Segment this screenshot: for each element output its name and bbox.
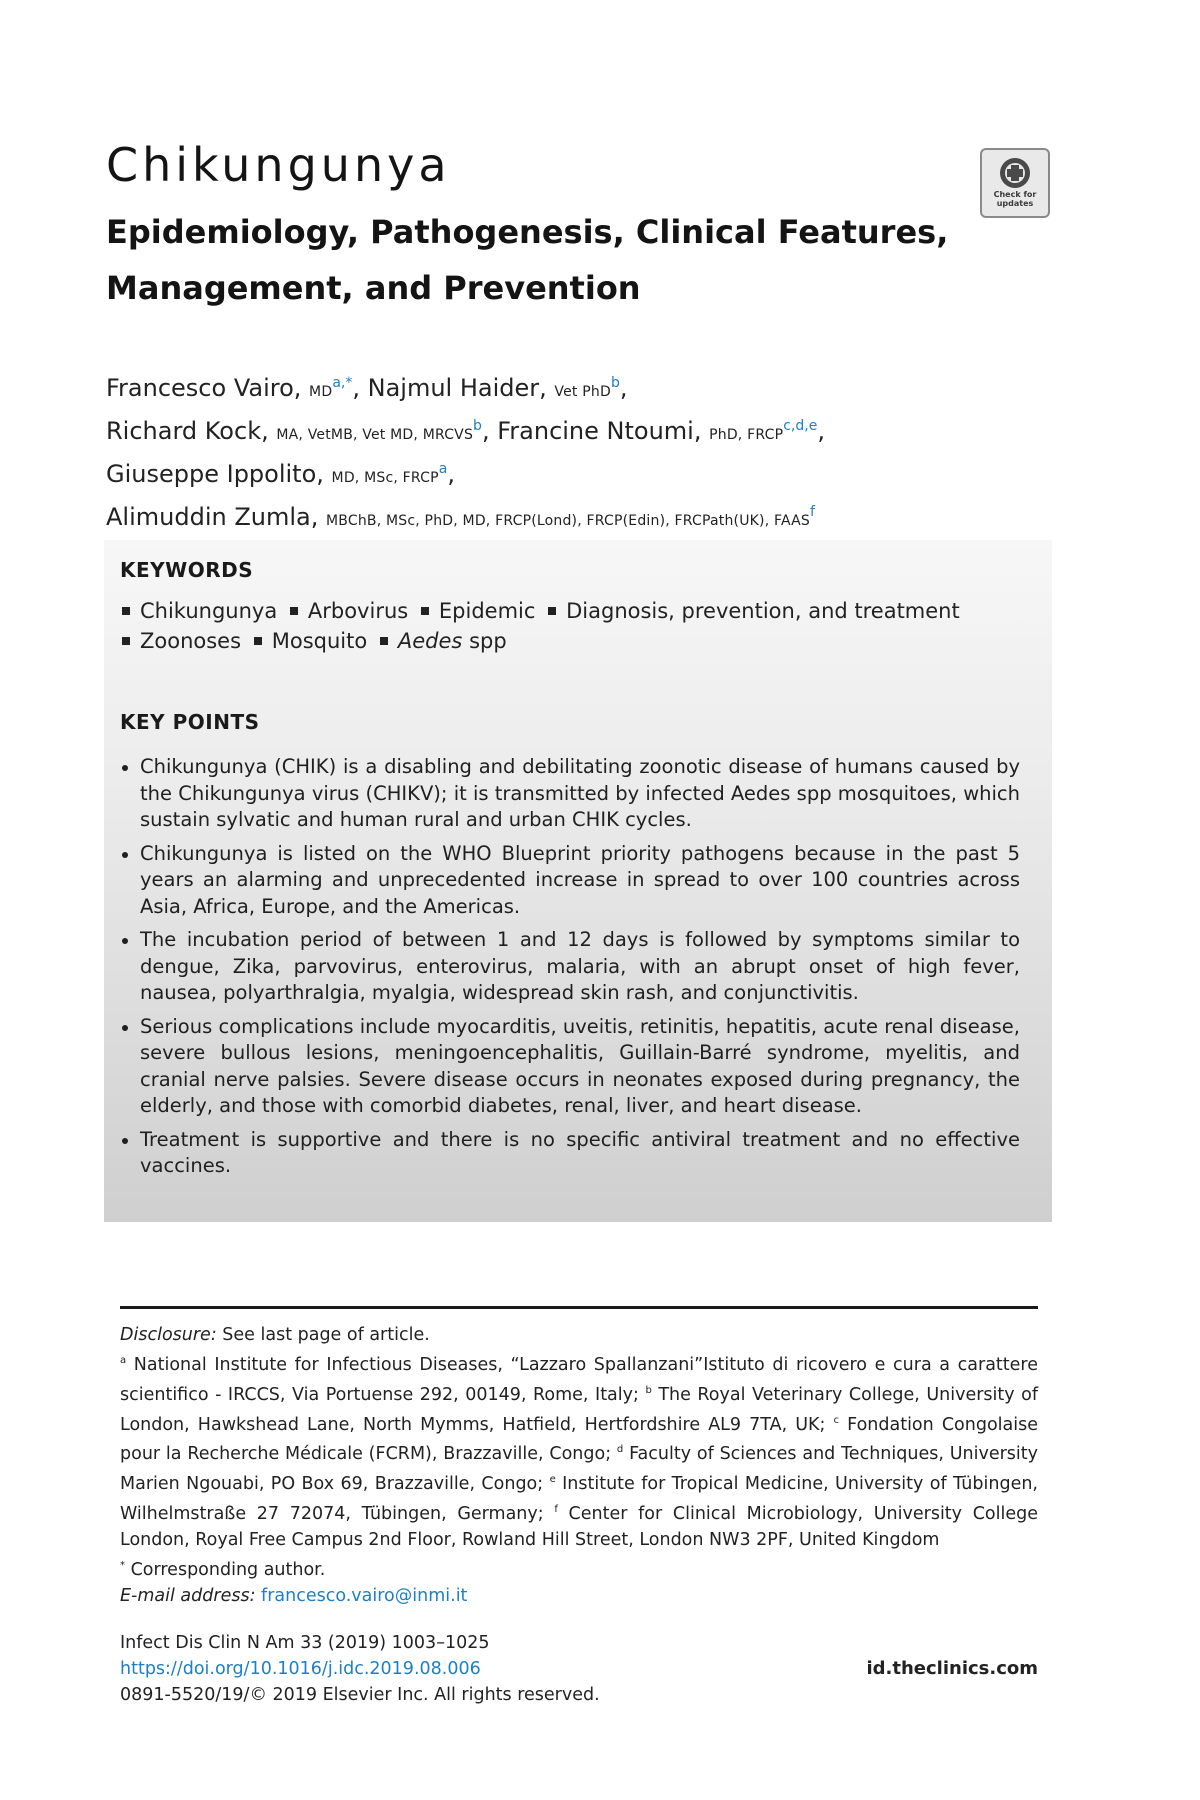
bullet-dot-icon — [122, 852, 128, 858]
square-bullet-icon — [548, 607, 556, 615]
affiliation-mark: e — [549, 1474, 556, 1486]
affiliation-mark: a — [120, 1355, 127, 1366]
journal-citation: Infect Dis Clin N Am 33 (2019) 1003–1025 — [120, 1633, 490, 1653]
author-separator: , — [817, 417, 825, 445]
key-point — [120, 754, 1020, 834]
author-name: Francesco Vairo, — [106, 374, 302, 402]
email-link[interactable]: francesco.vairo@inmi.it — [261, 1585, 468, 1606]
key-point — [120, 1127, 1020, 1180]
author-name: Richard Kock, — [106, 417, 269, 445]
author-degrees: MD — [309, 384, 333, 400]
author-degrees: MD, MSc, FRCP — [331, 470, 439, 486]
affiliation-mark: c — [833, 1414, 840, 1426]
square-bullet-icon — [380, 637, 388, 645]
corresponding-text: Corresponding author. — [125, 1559, 326, 1580]
doi-link[interactable]: https://doi.org/10.1016/j.idc.2019.08.006 — [120, 1659, 481, 1679]
key-point-text: Chikungunya (CHIK) is a disabling and debilitating zoonotic disease of humans caused by the Chikungunya virus (CHIKV); it is transmitted by infected Aedes spp mosquitoes, which sustain sylvatic and human rural and urban CHIK cycles. — [140, 755, 1020, 831]
disclosure-label: Disclosure: — [120, 1325, 217, 1345]
keywords-line — [120, 596, 1040, 626]
keywords-line — [120, 626, 1040, 656]
affiliations-note — [120, 1348, 1038, 1553]
footnotes — [120, 1322, 1038, 1609]
author-name: Francine Ntoumi, — [497, 417, 702, 445]
keyword: Arbovirus — [307, 599, 409, 623]
affiliation-mark: d — [616, 1444, 624, 1456]
article-subtitle: Epidemiology, Pathogenesis, Clinical Features, Management, and Prevention — [106, 213, 949, 307]
square-bullet-icon — [254, 637, 262, 645]
affiliation-text: Center for Clinical Microbiology, University College London, Royal Free Campus 2nd Floor, Rowland Hill Street, London NW3 2PF, United Kingdom — [120, 1503, 1039, 1550]
disclosure-note — [120, 1322, 1038, 1348]
keywords-heading: KEYWORDS — [120, 558, 254, 582]
email-note — [120, 1583, 1038, 1609]
author-name: Najmul Haider, — [367, 374, 547, 402]
bullet-dot-icon — [122, 1138, 128, 1144]
author-line — [106, 495, 1006, 538]
keyword: Zoonoses — [140, 629, 242, 653]
email-label: E-mail address: — [120, 1585, 256, 1606]
key-point — [120, 927, 1020, 1007]
key-point — [120, 841, 1020, 921]
author-affiliation-mark[interactable]: a,* — [332, 375, 353, 391]
crossmark-badge[interactable] — [980, 148, 1050, 218]
author-degrees: PhD, FRCP — [709, 427, 784, 443]
affiliation-mark: f — [554, 1504, 558, 1516]
author-separator: , — [447, 460, 456, 488]
crossmark-icon — [994, 156, 1036, 190]
key-point-text: Chikungunya is listed on the WHO Blueprint priority pathogens because in the past 5 years an alarming and unprecedented increase in spread to over 100 countries across Asia, Africa, Europe, and the Americas. — [140, 841, 1020, 918]
author-affiliation-mark[interactable]: f — [810, 504, 815, 520]
author-degrees: MBChB, MSc, PhD, MD, FRCP(Lond), FRCP(Edin), FRCPath(UK), FAAS — [326, 513, 810, 529]
keywords-keypoints-box — [104, 540, 1052, 1222]
author-separator: , — [619, 374, 628, 402]
affiliation-mark: b — [645, 1384, 652, 1396]
affiliation-text: Faculty of Sciences and Techniques, University Marien Ngouabi, PO Box 69, Brazzaville, Congo; — [120, 1444, 1038, 1495]
keyword-suffix: spp — [469, 629, 507, 653]
disclosure-text: See last page of article. — [216, 1325, 430, 1345]
keyword: Chikungunya — [140, 599, 278, 623]
journal-website-link[interactable]: id.theclinics.com — [866, 1658, 1038, 1679]
copyright-line: 0891-5520/19/© 2019 Elsevier Inc. All rights reserved. — [120, 1685, 600, 1705]
author-name: Alimuddin Zumla, — [106, 503, 319, 531]
key-points-list — [120, 754, 1020, 1187]
affiliation-text: Fondation Congolaise pour la Recherche Médicale (FCRM), Brazzaville, Congo; — [120, 1414, 1038, 1465]
square-bullet-icon — [421, 607, 429, 615]
square-bullet-icon — [290, 607, 298, 615]
corresponding-mark: * — [120, 1559, 125, 1571]
author-separator: , — [481, 417, 490, 445]
author-affiliation-mark[interactable]: b — [610, 375, 620, 391]
key-points-heading: KEY POINTS — [120, 710, 260, 734]
keywords-list — [120, 596, 1040, 656]
key-point-text: Serious complications include myocarditis, uveitis, retinitis, hepatitis, acute renal disease, severe bullous lesions, meningoencephalitis, Guillain-Barré syndrome, myelitis, and cranial nerve palsies. Severe disease occurs in neonates exposed during pregnancy, the elderly, and those with comorbid diabetes, renal, liver, and heart disease. — [140, 1014, 1020, 1117]
keyword: Mosquito — [271, 629, 368, 653]
author-name: Giuseppe Ippolito, — [106, 460, 324, 488]
affiliation-text: Institute for Tropical Medicine, University of Tübingen, Wilhelmstraße 27 72074, Tübingen, Germany; — [120, 1474, 1038, 1524]
corresponding-note — [120, 1553, 1038, 1583]
key-point-text: Treatment is supportive and there is no specific antiviral treatment and no effective vaccines. — [140, 1127, 1020, 1177]
author-list — [106, 366, 1006, 538]
crossmark-label: Check for updates — [993, 190, 1037, 208]
author-affiliation-mark[interactable]: b — [473, 418, 482, 434]
keyword: Diagnosis, prevention, and treatment — [566, 599, 960, 623]
bullet-dot-icon — [122, 1025, 128, 1031]
author-line — [106, 452, 1006, 495]
bullet-dot-icon — [122, 938, 128, 944]
key-point-text: The incubation period of between 1 and 12 days is followed by symptoms similar to dengue, Zika, parvovirus, enterovirus, malaria, with an abrupt onset of high fever, nausea, polyarthralgia, myalgia, widespread skin rash, and conjunctivitis. — [140, 928, 1020, 1004]
key-point — [120, 1014, 1020, 1120]
author-line — [106, 409, 1006, 452]
author-affiliation-mark[interactable]: a — [438, 461, 448, 477]
keyword-italic: Aedes — [397, 629, 463, 653]
author-degrees: Vet PhD — [554, 384, 611, 400]
keyword: Epidemic — [438, 599, 536, 623]
square-bullet-icon — [122, 607, 130, 615]
affiliation-text: The Royal Veterinary College, University of London, Hawkshead Lane, North Mymms, Hatfield, Hertfordshire AL9 7TA, UK; — [120, 1384, 1038, 1435]
author-affiliation-mark[interactable]: c,d,e — [783, 418, 818, 434]
footnote-divider — [120, 1306, 1038, 1309]
affiliation-text: National Institute for Infectious Diseases, “Lazzaro Spallanzani”Istituto di ricovero e cura a carattere scientifico - IRCCS, Via Portuense 292, 00149, Rome, Italy; — [120, 1354, 1038, 1405]
bullet-dot-icon — [122, 765, 128, 771]
article-title: Chikungunya — [106, 138, 451, 192]
author-line — [106, 366, 1006, 409]
square-bullet-icon — [122, 637, 130, 645]
author-separator: , — [352, 374, 360, 402]
journal-info — [120, 1630, 1038, 1708]
author-degrees: MA, VetMB, Vet MD, MRCVS — [276, 427, 474, 443]
